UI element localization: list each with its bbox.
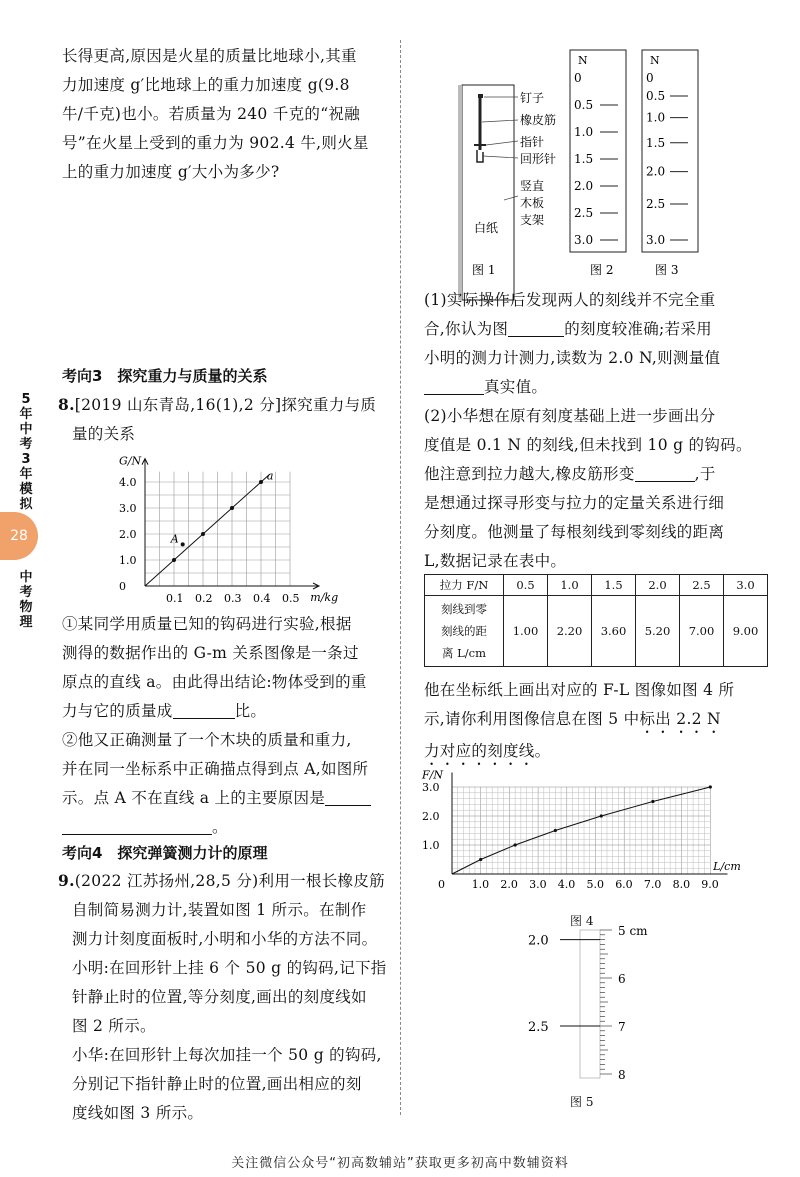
y-tick-label: 3.0 <box>119 502 137 515</box>
x-tick-label: 0 <box>438 878 445 891</box>
question-9 <box>58 866 394 1128</box>
intro-line: 上的重力加速度 g′大小为多少? <box>62 163 280 181</box>
fig3-caption: 图 3 <box>655 263 679 277</box>
x-tick-label: 0.1 <box>166 592 184 605</box>
fig3-tick-label: 2.0 <box>646 164 666 179</box>
answer-blank[interactable] <box>325 789 371 806</box>
x-tick-label: 5.0 <box>586 878 604 891</box>
data-point <box>554 829 557 832</box>
point-A-label: A <box>170 532 179 546</box>
p2-line: L,数据记录在表中。 <box>424 552 567 570</box>
x-tick-label: 3.0 <box>529 878 547 891</box>
y-tick-label: 1.0 <box>119 554 137 567</box>
label-band: 橡皮筋 <box>520 113 557 127</box>
p3-emphasis: 力对应的刻度线 <box>424 742 535 760</box>
section-heading-3: 考向3 探究重力与质量的关系 <box>62 367 268 385</box>
series-label <box>3 392 49 512</box>
side-char: 模 <box>19 482 33 497</box>
q8-sub1 <box>62 610 392 842</box>
data-point <box>651 800 654 803</box>
x-axis-label: L/cm <box>713 860 741 873</box>
y-tick-label: 1.0 <box>422 839 440 852</box>
fig2-tick-label: 2.0 <box>574 179 594 193</box>
x-tick-label: 9.0 <box>701 878 719 891</box>
point-A <box>181 542 185 546</box>
q8-sub1-line: 原点的直线 a。由此得出结论:物体受到的重 <box>62 673 367 691</box>
label-support: 支架 <box>520 213 545 227</box>
q8-end: 。 <box>212 818 228 836</box>
data-point <box>600 814 603 817</box>
fig2-tick-label: 3.0 <box>574 233 594 247</box>
fig3-tick-label: 0.5 <box>646 89 666 103</box>
question-number: 9. <box>58 871 75 890</box>
table-cell: 3.0 <box>724 575 768 596</box>
series-label-a: a <box>266 469 274 483</box>
q9-line: 小华:在回形针上每次加挂一个 50 g 的钩码, <box>72 1046 382 1064</box>
p2-line: 他注意到拉力越大,橡皮筋形变 <box>424 465 635 483</box>
section-heading-4: 考向4 探究弹簧测力计的原理 <box>62 844 268 862</box>
side-char: 考 <box>19 585 33 600</box>
fig4-caption: 图 4 <box>570 914 594 928</box>
q8-sub1-line: ①某同学用质量已知的钩码进行实验,根据 <box>62 615 352 633</box>
table-cell: 2.20 <box>548 596 592 667</box>
q8-sub1-line: 比。 <box>234 702 267 720</box>
p2-line: 度值是 0.1 N 的刻线,但未找到 10 g 的钩码。 <box>424 436 752 454</box>
data-point <box>259 480 263 484</box>
series-line <box>452 787 710 874</box>
table-cell: 1.00 <box>504 596 548 667</box>
intro-text <box>62 42 392 187</box>
ruler-cm-label: 7 <box>618 1020 626 1034</box>
label-support: 竖直 <box>520 179 545 193</box>
x-tick-label: 6.0 <box>615 878 633 891</box>
scale-unit: N <box>578 54 588 67</box>
side-char: 理 <box>19 615 33 630</box>
side-char: 3 <box>21 452 31 467</box>
p2-line: ,于 <box>694 465 716 483</box>
q9-line: 分别记下指针静止时的位置,画出相应的刻 <box>72 1075 362 1093</box>
g-m-chart <box>110 448 370 608</box>
x-tick-label: 4.0 <box>557 878 576 891</box>
column-divider <box>400 40 401 1115</box>
page-number: 28 <box>10 528 28 544</box>
ruler-cm-label: 6 <box>618 972 626 986</box>
side-char: 年 <box>19 407 33 422</box>
label-pointer: 指针 <box>520 135 545 149</box>
p2-line: 是想通过探寻形变与拉力的定量关系进行细 <box>424 494 725 512</box>
part-3 <box>424 676 774 769</box>
q8-sub2-line: 示。点 A 不在直线 a 上的主要原因是 <box>62 789 326 807</box>
p1-line: 真实值。 <box>484 378 548 396</box>
page-number-tab <box>0 512 38 560</box>
fig2-tick-label: 2.5 <box>574 206 594 220</box>
table-row <box>425 575 768 596</box>
q8-line: [2019 山东青岛,16(1),2 分]探究重力与质 <box>74 396 377 414</box>
board-edge <box>458 85 462 300</box>
p1-line: 小明的测力计测力,读数为 2.0 N,则测量值 <box>424 349 721 367</box>
force-mark-label: 2.5 <box>528 1020 549 1035</box>
side-char: 年 <box>19 467 33 482</box>
table-head-cell: 拉力 F/N <box>425 575 504 596</box>
table-cell: 7.00 <box>680 596 724 667</box>
q9-line: 针静止时的位置,等分刻度,画出的刻度线如 <box>72 988 367 1006</box>
ruler-cm-label: 8 <box>618 1068 626 1082</box>
fig3-tick-label: 2.5 <box>646 197 666 211</box>
table-row <box>425 596 768 667</box>
intro-line: 号”在火星上受到的重力为 902.4 牛,则火星 <box>62 134 369 152</box>
fig5-scale <box>520 920 680 1090</box>
clip-icon <box>477 150 483 162</box>
p2-line: (2)小华想在原有刻度基础上进一步画出分 <box>424 407 716 425</box>
footer-note: 关注微信公众号“初高数辅站”获取更多初高中数辅资料 <box>231 1156 569 1171</box>
data-point <box>479 858 482 861</box>
y-axis-label: F/N <box>422 768 443 782</box>
q8-sub1-line: 测得的数据作出的 G-m 关系图像是一条过 <box>62 644 359 662</box>
data-point <box>172 558 176 562</box>
x-tick-label: 2.0 <box>500 878 518 891</box>
intro-line: 长得更高,原因是火星的质量比地球小,其重 <box>62 47 357 65</box>
series-text <box>3 392 49 512</box>
x-tick-label: 0.2 <box>195 592 213 605</box>
table-cell: 0.5 <box>504 575 548 596</box>
q8-sub1-line: 力与它的质量成 <box>62 702 173 720</box>
x-tick-label: 1.0 <box>471 878 490 891</box>
side-char: 物 <box>19 600 33 615</box>
answer-blank[interactable] <box>173 702 235 719</box>
p1-line: 合,你认为图 <box>424 320 509 338</box>
fig3-tick-label: 0 <box>646 71 654 85</box>
ruler-cm-label: 5 cm <box>618 924 648 938</box>
answer-blank[interactable] <box>62 818 212 835</box>
data-point <box>514 843 517 846</box>
table-cell: 3.60 <box>592 596 636 667</box>
table-head-cell <box>425 596 504 667</box>
intro-line: 牛/千克)也小。若质量为 240 千克的“祝融 <box>62 105 361 123</box>
x-axis-label: m/kg <box>310 591 339 604</box>
p1-line: 的刻度较准确;若采用 <box>564 320 712 338</box>
fig1-caption: 图 1 <box>472 263 496 277</box>
fig2-tick-label: 0 <box>574 71 582 85</box>
x-tick-label: 8.0 <box>672 878 691 891</box>
q8-sub2-line: ②他又正确测量了一个木块的质量和重力, <box>62 731 352 749</box>
y-axis-label: G/N <box>119 454 142 468</box>
subject-label <box>3 570 49 630</box>
p3-line: 他在坐标纸上画出对应的 F-L 图像如图 4 所 <box>424 681 735 699</box>
fig5-caption: 图 5 <box>570 1095 594 1109</box>
question-8 <box>58 390 394 449</box>
x-tick-label: 0.4 <box>253 592 271 605</box>
q8-sub2-line: 并在同一坐标系中正确描点得到点 A,如图所 <box>62 760 369 778</box>
table-cell: 1.0 <box>548 575 592 596</box>
y-tick-label: 4.0 <box>119 476 137 489</box>
nail-icon <box>478 94 483 98</box>
question-number: 8. <box>58 395 75 414</box>
table-cell: 2.5 <box>680 575 724 596</box>
y-tick-label: 0 <box>119 580 126 593</box>
data-table <box>424 574 768 667</box>
p2-line: 分刻度。他测量了每根刻线到零刻线的距离 <box>424 523 725 541</box>
table-cell: 9.00 <box>724 596 768 667</box>
p3-emphasis: 标出 2.2 N <box>639 710 721 728</box>
p1-line: (1)实际操作后发现两人的刻线并不完全重 <box>424 291 716 309</box>
x-tick-label: 0.3 <box>224 592 242 605</box>
series-line-a <box>145 474 270 586</box>
fig2-caption: 图 2 <box>590 263 614 277</box>
label-nail: 钉子 <box>520 91 545 105</box>
fig2-tick-label: 1.5 <box>574 152 594 166</box>
q9-line: 度线如图 3 所示。 <box>72 1104 204 1122</box>
table-head-line: 刻线的距 <box>441 624 487 638</box>
data-point <box>201 532 205 536</box>
table-cell: 5.20 <box>636 596 680 667</box>
side-char: 中 <box>19 570 33 585</box>
data-point <box>230 506 234 510</box>
side-char: 拟 <box>19 497 33 512</box>
side-char: 中 <box>19 422 33 437</box>
fig2-tick-label: 0.5 <box>574 98 594 112</box>
side-char: 考 <box>19 437 33 452</box>
fig3-tick-label: 3.0 <box>646 233 666 247</box>
table-head-line: 离 L/cm <box>441 646 486 660</box>
q8-line: 量的关系 <box>72 425 136 443</box>
q9-line: 自制简易测力计,装置如图 1 所示。在制作 <box>72 901 367 919</box>
table-head-line: 刻线到零 <box>441 602 487 616</box>
side-char: 5 <box>21 392 31 407</box>
q9-line: 测力计刻度面板时,小明和小华的方法不同。 <box>72 930 378 948</box>
y-tick-label: 2.0 <box>422 810 440 823</box>
q9-line: 图 2 所示。 <box>72 1017 156 1035</box>
p3-line: 示,请你利用图像信息在图 5 中 <box>424 710 640 728</box>
x-tick-label: 7.0 <box>643 878 662 891</box>
fig3-tick-label: 1.0 <box>646 110 666 125</box>
q9-line: 小明:在回形针上挂 6 个 50 g 的钩码,记下指 <box>72 959 387 977</box>
p3-line: 。 <box>534 742 551 760</box>
intro-line: 力加速度 g′比地球上的重力加速度 g(9.8 <box>62 76 350 94</box>
fig2-tick-label: 1.0 <box>574 125 594 139</box>
part-1 <box>424 286 774 576</box>
x-tick-label: 0.5 <box>282 592 300 605</box>
y-tick-label: 2.0 <box>119 528 137 541</box>
table-cell: 1.5 <box>592 575 636 596</box>
figures-1-2-3 <box>440 50 710 282</box>
force-mark-label: 2.0 <box>528 933 549 949</box>
fig3-tick-label: 1.5 <box>646 135 666 150</box>
scale-unit: N <box>650 54 660 67</box>
answer-blank[interactable] <box>424 378 484 395</box>
f-l-chart <box>418 768 741 910</box>
label-support: 木板 <box>520 196 545 210</box>
label-clip: 回形针 <box>520 152 557 166</box>
ruler-body <box>580 930 600 1078</box>
answer-blank[interactable] <box>635 465 695 482</box>
data-point <box>709 785 712 788</box>
y-tick-label: 3.0 <box>422 781 440 794</box>
subject-text <box>3 570 49 630</box>
answer-blank[interactable] <box>508 320 564 337</box>
label-paper: 白纸 <box>474 221 499 235</box>
table-cell: 2.0 <box>636 575 680 596</box>
q9-line: (2022 江苏扬州,28,5 分)利用一根长橡皮筋 <box>74 872 385 890</box>
